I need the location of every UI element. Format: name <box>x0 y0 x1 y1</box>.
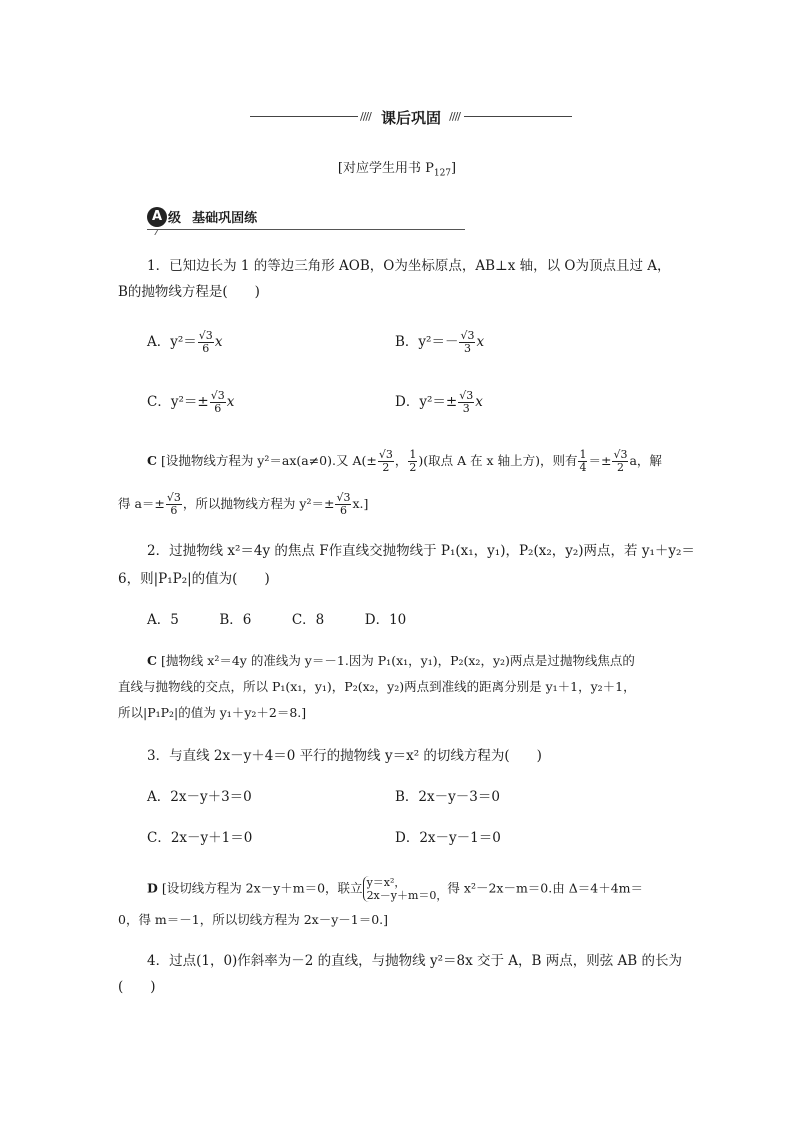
q1-option-b: B．y²＝－ $\frac{√3}{3}$ x <box>395 329 485 355</box>
fraction: $\frac{√3}{6}$ <box>210 389 225 415</box>
level-title: 基础巩固练 <box>192 211 258 226</box>
q3-option-a: A．2x－y＋3＝0 <box>147 789 252 805</box>
fraction: $\frac{√3}{6}$ <box>166 491 181 517</box>
q2-options: A．5 B．6 C．8 D．10 <box>147 612 407 628</box>
q1-solution-line1: C [设抛物线方程为 y²＝ax(a≠0).又 A(± $\frac{√3}{2}$ ， $\frac{1}{2}$ )(取点 A 在 x 轴上方)，则有 $\frac{1}{4}$ ＝± $\frac{√3}{2}$ a，解 <box>147 448 662 474</box>
section-header <box>250 104 572 132</box>
q3-answer: D <box>147 880 158 896</box>
q2-solution-line2: 直线与抛物线的交点，所以 P₁(x₁，y₁)，P₂(x₂，y₂)两点到准线的距离分别是 y₁＋1，y₂＋1， <box>118 679 636 694</box>
level-badge-suffix: 级 <box>168 211 182 226</box>
q3-option-b: B．2x－y－3＝0 <box>395 789 500 805</box>
q2-stem-line2: 6，则|P₁P₂|的值为( ) <box>118 571 270 587</box>
fraction: $\frac{√3}{6}$ <box>336 491 351 517</box>
q1-stem-line2: B的抛物线方程是( ) <box>118 284 260 300</box>
fraction: $\frac{√3}{2}$ <box>378 448 393 474</box>
q3-option-d: D．2x－y－1＝0 <box>395 830 501 846</box>
fraction: $\frac{√3}{2}$ <box>613 448 628 474</box>
q4-stem-line1: 4．过点(1，0)作斜率为－2 的直线，与抛物线 y²＝8x 交于 A，B 两点，则弦 AB 的长为 <box>147 953 683 969</box>
fraction: $\frac{1}{2}$ <box>409 448 417 474</box>
q3-solution-line2: 0，得 m＝－1，所以切线方程为 2x－y－1＝0.] <box>118 912 389 927</box>
section-title: 课后巩固 <box>380 109 441 127</box>
q2-solution-line3: 所以|P₁P₂|的值为 y₁＋y₂＋2＝8.] <box>118 705 307 720</box>
header-hatch-right: //// <box>449 110 460 123</box>
q2-solution-line1: C [抛物线 x²＝4y 的准线为 y＝－1.因为 P₁(x₁，y₁)，P₂(x₂，y₂)两点是过抛物线焦点的 <box>147 653 635 668</box>
q2-stem-line1: 2．过抛物线 x²＝4y 的焦点 F作直线交抛物线于 P₁(x₁，y₁)，P₂(x₂，y₂)两点，若 y₁＋y₂＝ <box>147 543 695 559</box>
q1-answer: C <box>147 453 157 468</box>
fraction: $\frac{√3}{3}$ <box>460 329 475 355</box>
fraction: $\frac{√3}{6}$ <box>198 329 213 355</box>
level-underline <box>147 229 465 230</box>
q3-solution-line1: D [设切线方程为 2x－y＋m＝0，联立 y＝x²， 2x－y＋m＝0， 得 x²－2x－m＝0.由 Δ＝4＋4m＝ <box>147 876 643 902</box>
header-hatch-left: //// <box>360 110 371 123</box>
book-reference: [对应学生用书 $P_{127}$] <box>337 161 457 179</box>
level-badge: A <box>147 207 167 227</box>
equation-system: y＝x²， 2x－y＋m＝0， <box>363 876 448 902</box>
q1-option-a: A．y²＝ $\frac{√3}{6}$ x <box>147 329 223 355</box>
q1-option-d: D．y²＝± $\frac{√3}{3}$ x <box>395 389 483 415</box>
q3-stem: 3．与直线 2x－y＋4＝0 平行的抛物线 y＝x² 的切线方程为( ) <box>147 748 542 764</box>
level-underline-tick <box>154 229 166 235</box>
q4-stem-line2: ( ) <box>118 979 156 995</box>
q1-solution-line2: 得 a＝± $\frac{√3}{6}$ ，所以抛物线方程为 y²＝± $\frac{√3}{6}$ x.] <box>118 491 369 517</box>
header-rule-right <box>464 116 572 117</box>
q3-option-c: C．2x－y＋1＝0 <box>147 830 253 846</box>
fraction: $\frac{1}{4}$ <box>579 448 587 474</box>
header-rule-left <box>250 116 358 117</box>
fraction: $\frac{√3}{3}$ <box>459 389 474 415</box>
q1-option-c: C．y²＝± $\frac{√3}{6}$ x <box>147 389 235 415</box>
level-heading <box>147 206 257 228</box>
q1-stem-line1: 1．已知边长为 1 的等边三角形 AOB，O为坐标原点，AB⊥x 轴，以 O为顶点且过 A， <box>147 258 671 274</box>
q2-answer: C <box>147 653 157 668</box>
